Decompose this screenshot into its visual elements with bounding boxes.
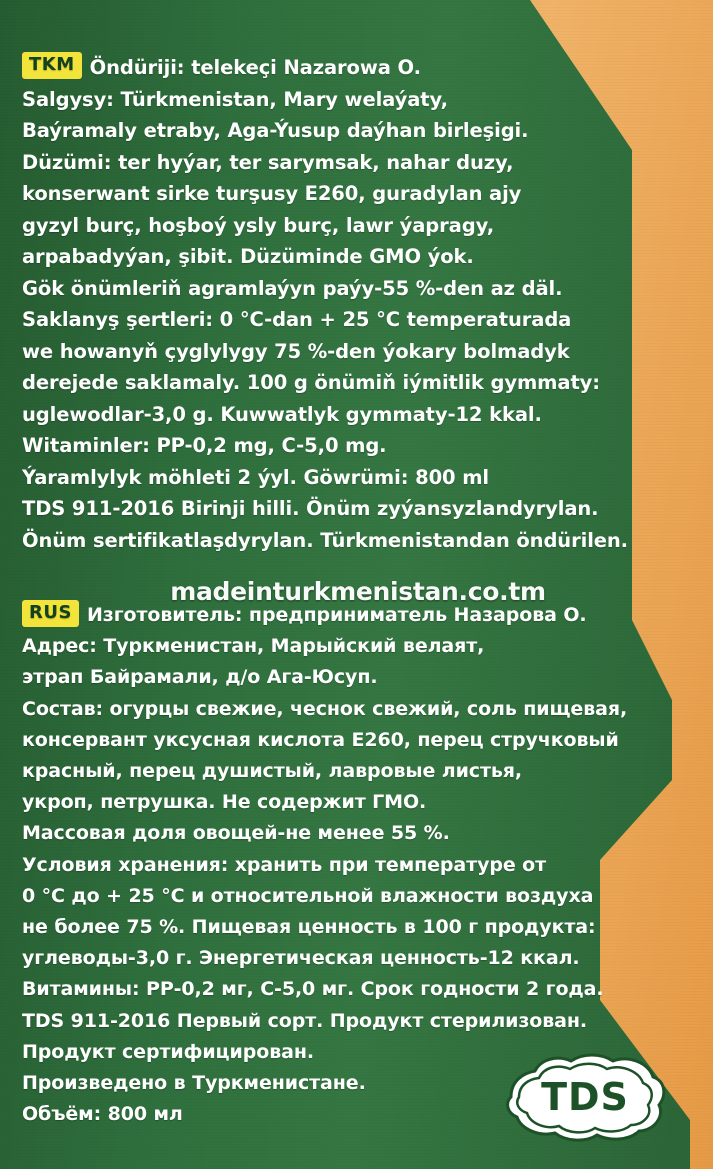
turkmen-first-line bbox=[22, 52, 627, 84]
turkmen-line-1: Öndüriji: telekeçi Nazarowa O. bbox=[89, 56, 421, 79]
russian-line-5: консервант уксусная кислота Е260, перец стручковый bbox=[22, 728, 619, 751]
russian-line-8: Массовая доля овощей-не менее 55 %. bbox=[22, 822, 450, 845]
russian-line-14: TDS 911-2016 Первый сорт. Продукт стерилизован. bbox=[22, 1009, 588, 1032]
turkmen-line-6: gyzyl burç, hoşboý ysly burç, lawr ýapragy, bbox=[22, 213, 495, 237]
russian-line-3: этрап Байрамали, д/о Ага-Юсуп. bbox=[22, 666, 378, 689]
russian-line-11: не более 75 %. Пищевая ценность в 100 г продукта: bbox=[22, 916, 596, 939]
turkmen-line-4: Düzümi: ter hyýar, ter sarymsak, nahar duzy, bbox=[22, 150, 514, 174]
language-tag-rus: RUS bbox=[22, 600, 79, 627]
russian-first-line bbox=[22, 600, 637, 631]
russian-line-16: Произведено в Туркменистане. bbox=[22, 1072, 366, 1095]
russian-line-1: Изготовитель: предприниматель Назарова О. bbox=[86, 604, 587, 626]
turkmen-line-12: uglewodlar-3,0 g. Kuwwatlyk gymmaty-12 kkal. bbox=[22, 402, 542, 426]
russian-line-10: 0 °C до + 25 °C и относительной влажности воздуха bbox=[22, 884, 594, 907]
russian-line-4: Состав: огурцы свежие, чеснок свежий, соль пищевая, bbox=[22, 697, 628, 720]
russian-line-13: Витамины: РР-0,2 мг, С-5,0 мг. Срок годности 2 года. bbox=[22, 978, 604, 1001]
turkmen-line-13: Witaminler: PP-0,2 mg, C-5,0 mg. bbox=[22, 434, 387, 457]
section-turkmen bbox=[22, 52, 627, 556]
russian-line-9: Условия хранения: хранить при температуре от bbox=[22, 853, 547, 876]
turkmen-line-7: arpabadyýan, şibit. Düzüminde GMO ýok. bbox=[22, 245, 474, 268]
turkmen-line-2: Salgysy: Türkmenistan, Mary welaýaty, bbox=[22, 87, 448, 111]
svg-text:TDS: TDS bbox=[541, 1075, 629, 1119]
russian-line-12: углеводы-3,0 г. Энергетическая ценность-12 ккал. bbox=[22, 947, 580, 970]
tds-logo bbox=[501, 1051, 669, 1143]
language-tag-tkm: TKM bbox=[22, 52, 82, 79]
watermark-text: madeinturkmenistan.co.tm bbox=[170, 577, 546, 606]
russian-line-6: красный, перец душистый, лавровые листья, bbox=[22, 760, 523, 783]
turkmen-line-10: we howanyň çyglylygy 75 %-den ýokary bolmadyk bbox=[22, 339, 570, 363]
russian-line-7: укроп, петрушка. Не содержит ГМО. bbox=[22, 791, 427, 814]
russian-line-2: Адрес: Туркменистан, Марыйский велаят, bbox=[22, 635, 485, 658]
turkmen-line-9: Saklanyş şertleri: 0 °C-dan + 25 °C temperaturada bbox=[22, 308, 572, 331]
turkmen-line-14: Ýaramlylyk möhleti 2 ýyl. Göwrümi: 800 ml bbox=[22, 465, 489, 489]
turkmen-line-11: derejede saklamaly. 100 g önümiň iýmitlik gymmaty: bbox=[22, 371, 600, 394]
russian-line-15: Продукт сертифицирован. bbox=[22, 1040, 314, 1063]
turkmen-line-5: konserwant sirke turşusy E260, guradylan ajy bbox=[22, 182, 522, 205]
turkmen-line-16: Önüm sertifikatlaşdyrylan. Türkmenistandan öndürilen. bbox=[22, 528, 628, 552]
russian-line-17: Объём: 800 мл bbox=[22, 1103, 183, 1126]
turkmen-line-8: Gök önümleriň agramlaýyn paýy-55 %-den az däl. bbox=[22, 276, 563, 300]
turkmen-line-15: TDS 911-2016 Birinji hilli. Önüm zyýansyzlandyrylan. bbox=[22, 497, 599, 520]
turkmen-line-3: Baýramaly etraby, Aga-Ýusup daýhan birleşigi. bbox=[22, 119, 529, 142]
